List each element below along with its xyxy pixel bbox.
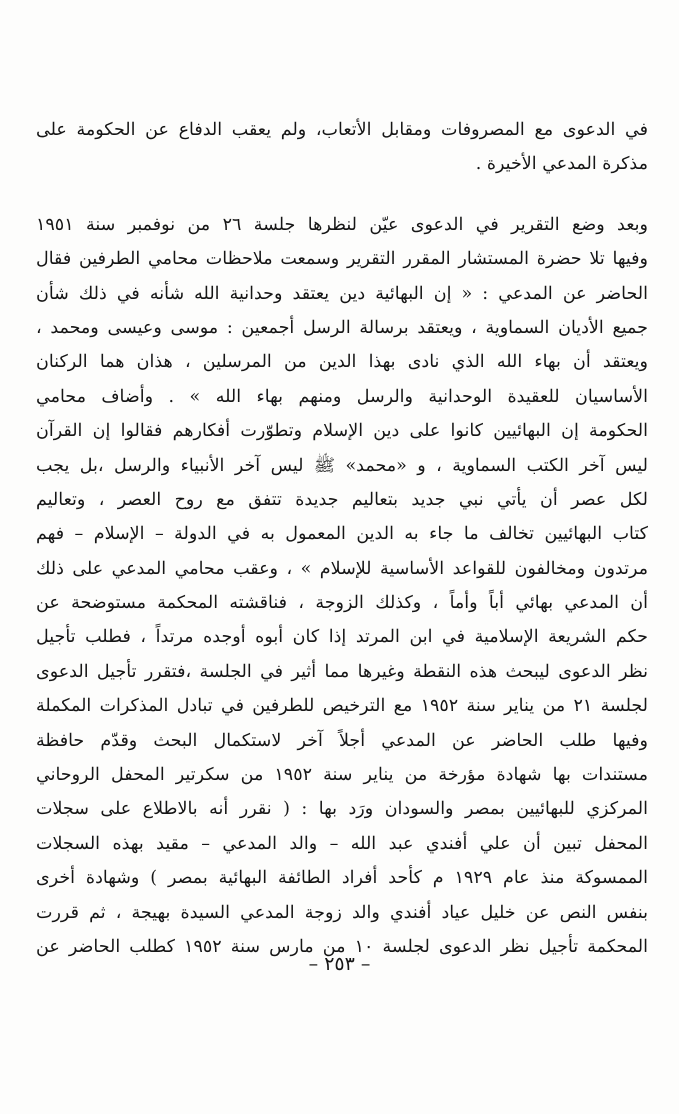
text-line: لكل عصر أن يأتي نبي جديد بتعاليم جديدة تتفق مع روح العصر ، وتعاليم — [36, 489, 648, 510]
text-line: المحكمة تأجيل نظر الدعوى لجلسة ١٠ من مارس سنة ١٩٥٢ كطلب الحاضر عن — [36, 936, 648, 957]
text-line: في الدعوى مع المصروفات ومقابل الأتعاب، ولم يعقب الدفاع عن الحكومة على — [36, 120, 648, 140]
paragraph-2 — [36, 208, 648, 965]
text-line: مرتدون ومخالفون للقواعد الأساسية للإسلام » ، وعقب محامي المدعي على ذلك — [36, 558, 648, 579]
text-line: المحفل تبين أن علي أفندي عبد الله – والد المدعي – مقيد بهذه السجلات — [36, 833, 648, 854]
body-text — [36, 113, 648, 964]
text-line: حكم الشريعة الإسلامية في ابن المرتد إذا كان أبوه أوجده مرتداً ، فطلب تأجيل — [36, 627, 648, 648]
text-line: وفيها تلا حضرة المستشار المقرر التقرير وسمعت ملاحظات محامي الطرفين فقال — [36, 249, 648, 270]
text-line: الممسوكة منذ عام ١٩٢٩ م كأحد أفراد الطائفة البهائية بمصر ) وشهادة أخرى — [36, 868, 648, 889]
text-line: ليس آخر الكتب السماوية ، و «محمد» ﷺ ليس آخر الأنبياء والرسل ،بل يجب — [36, 455, 648, 476]
text-line: الحكومة إن البهائيين كانوا على دين الإسلام وتطوّرت أفكارهم فقالوا إن القرآن — [36, 421, 648, 442]
paragraph-spacer — [36, 182, 648, 208]
text-line: الحاضر عن المدعي : « إن البهائية دين يعتقد وحدانية الله شأنه في ذلك شأن — [36, 283, 648, 304]
text-line: وبعد وضع التقرير في الدعوى عيّن لنظرها جلسة ٢٦ من نوفمبر سنة ١٩٥١ — [36, 214, 648, 235]
text-line: جميع الأديان السماوية ، ويعتقد برسالة الرسل أجمعين : موسى وعيسى ومحمد ، — [36, 317, 648, 338]
text-line: لجلسة ٢١ من يناير سنة ١٩٥٢ مع الترخيص للطرفين في تبادل المذكرات المكملة — [36, 696, 648, 717]
paragraph-1 — [36, 113, 648, 182]
text-line: ويعتقد أن بهاء الله الذي نادى بهذا الدين من المرسلين ، هذان هما الركنان — [36, 352, 648, 373]
text-line: وفيها طلب الحاضر عن المدعي أجلاً آخر لاستكمال البحث وقدّم حافظة — [36, 730, 648, 751]
text-line: نظر الدعوى ليبحث هذه النقطة وغيرها مما أثير في الجلسة ،فتقرر تأجيل الدعوى — [36, 661, 648, 682]
text-line: أن المدعي بهائي أباً وأماً ، وكذلك الزوجة ، فناقشته المحكمة مستوضحة عن — [36, 593, 648, 614]
text-line: بنفس النص عن خليل عياد أفندي والد زوجة المدعي السيدة بهيجة ، ثم قررت — [36, 902, 648, 923]
page-number: – ٢٥٣ – — [308, 953, 371, 975]
text-line: الأساسيان للعقيدة الوحدانية والرسل ومنهم بهاء الله » . وأضاف محامي — [36, 386, 648, 407]
text-line: المركزي للبهائيين بمصر والسودان ورَد بها : ( نقرر أنه بالاطلاع على سجلات — [36, 799, 648, 820]
text-line: مستندات بها شهادة مؤرخة من يناير سنة ١٩٥٢ من سكرتير المحفل الروحاني — [36, 765, 648, 786]
text-line: كتاب البهائيين تخالف ما جاء به الدين المعمول به في الدولة – الإسلام – فهم — [36, 524, 648, 545]
text-line: مذكرة المدعي الأخيرة . — [475, 154, 648, 175]
